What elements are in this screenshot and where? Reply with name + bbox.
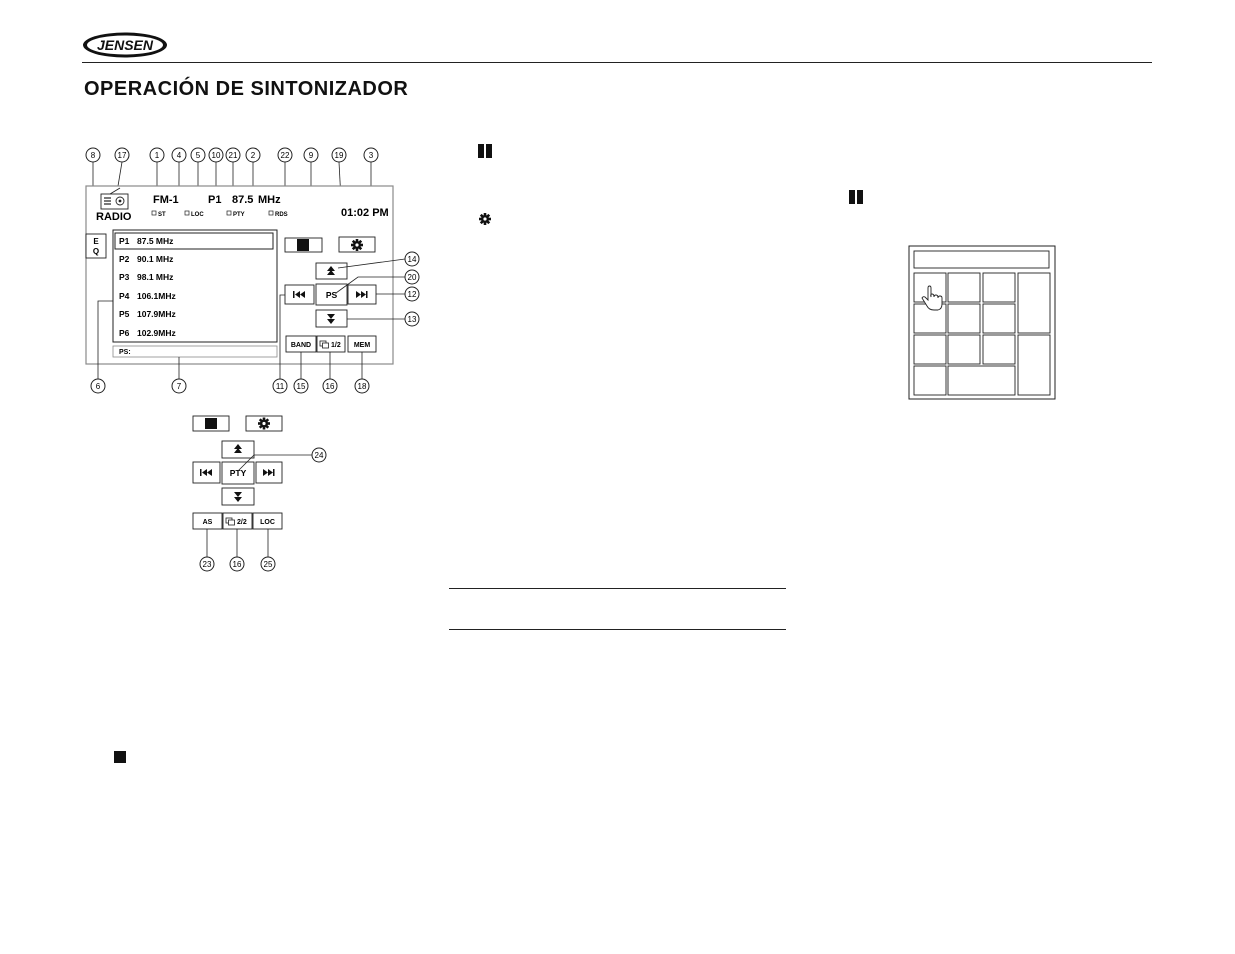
page2-stop-button[interactable] bbox=[193, 416, 229, 431]
callout-16-page2 bbox=[230, 529, 244, 571]
page2-next-track-button[interactable] bbox=[256, 462, 282, 483]
keypad-key bbox=[914, 366, 946, 395]
callout-23 bbox=[200, 529, 214, 571]
ps-button[interactable] bbox=[316, 284, 347, 305]
section-rule-top bbox=[449, 588, 786, 589]
svg-text:24: 24 bbox=[314, 451, 324, 460]
keypad-key bbox=[948, 335, 980, 364]
brand-text: JENSEN bbox=[96, 37, 154, 53]
svg-text:E: E bbox=[93, 237, 99, 246]
svg-text:AS: AS bbox=[202, 519, 213, 526]
svg-text:ST: ST bbox=[158, 212, 166, 218]
svg-text:23: 23 bbox=[202, 560, 212, 569]
preset-row-p6[interactable] bbox=[119, 328, 176, 338]
mem-button[interactable] bbox=[348, 336, 376, 352]
prev-track-button[interactable] bbox=[285, 285, 314, 304]
svg-text:15: 15 bbox=[296, 382, 306, 391]
stop-square-icon bbox=[114, 751, 126, 763]
svg-text:90.1 MHz: 90.1 MHz bbox=[137, 254, 174, 264]
svg-text:P2: P2 bbox=[119, 254, 130, 264]
pty-button[interactable] bbox=[222, 462, 254, 484]
callout-10 bbox=[209, 148, 223, 192]
svg-text:7: 7 bbox=[176, 382, 182, 391]
svg-text:P5: P5 bbox=[119, 309, 130, 319]
preset-row-p3[interactable] bbox=[119, 272, 173, 282]
svg-text:8: 8 bbox=[90, 151, 96, 160]
callout-2 bbox=[246, 148, 260, 192]
svg-text:Q: Q bbox=[92, 247, 100, 256]
keypad-key bbox=[1018, 273, 1050, 333]
settings-gear-icon bbox=[479, 213, 491, 225]
settings-gear-icon bbox=[351, 239, 363, 251]
svg-text:9: 9 bbox=[308, 151, 314, 160]
stop-square-icon bbox=[205, 418, 217, 429]
svg-text:20: 20 bbox=[407, 273, 417, 282]
loc-button[interactable] bbox=[253, 513, 282, 529]
keypad-key bbox=[914, 335, 946, 364]
svg-text:87.5 MHz: 87.5 MHz bbox=[137, 236, 174, 246]
svg-text:6: 6 bbox=[95, 382, 101, 391]
svg-text:LOC: LOC bbox=[191, 212, 204, 218]
frequency-display: 87.5 bbox=[232, 194, 254, 206]
keypad-key bbox=[948, 273, 980, 302]
svg-text:19: 19 bbox=[334, 151, 344, 160]
preset-row-p1[interactable] bbox=[119, 236, 173, 246]
settings-button[interactable] bbox=[339, 237, 375, 252]
callout-25 bbox=[261, 529, 275, 571]
keypad-key bbox=[948, 304, 980, 333]
ps-bar bbox=[113, 346, 277, 357]
next-track-button[interactable] bbox=[348, 285, 376, 304]
preset-row-p5[interactable] bbox=[119, 309, 176, 319]
svg-text:12: 12 bbox=[407, 290, 417, 299]
keypad-key bbox=[983, 273, 1015, 302]
page-title: OPERACIÓN DE SINTONIZADOR bbox=[84, 78, 409, 100]
settings-gear-icon bbox=[258, 418, 270, 430]
svg-text:PTY: PTY bbox=[233, 212, 245, 218]
page2-tune-up-button[interactable] bbox=[222, 441, 254, 458]
svg-text:P1: P1 bbox=[119, 236, 130, 246]
eq-button[interactable] bbox=[86, 234, 106, 258]
stop-square-icon bbox=[297, 239, 309, 251]
keypad-illustration bbox=[909, 246, 1055, 399]
svg-text:P6: P6 bbox=[119, 328, 130, 338]
svg-text:RDS: RDS bbox=[275, 212, 288, 218]
preset-row-p4[interactable] bbox=[119, 291, 176, 301]
pause-icon bbox=[849, 190, 863, 204]
callout-1 bbox=[150, 148, 164, 192]
svg-text:13: 13 bbox=[407, 315, 417, 324]
keypad-key bbox=[983, 304, 1015, 333]
svg-text:BAND: BAND bbox=[290, 342, 312, 349]
svg-text:98.1 MHz: 98.1 MHz bbox=[137, 272, 174, 282]
svg-text:3: 3 bbox=[368, 151, 374, 160]
svg-text:LOC: LOC bbox=[260, 519, 275, 526]
svg-text:14: 14 bbox=[407, 255, 417, 264]
svg-text:P3: P3 bbox=[119, 272, 130, 282]
svg-text:P4: P4 bbox=[119, 291, 130, 301]
stop-button[interactable] bbox=[285, 238, 322, 252]
svg-text:17: 17 bbox=[117, 151, 127, 160]
svg-text:16: 16 bbox=[232, 560, 242, 569]
pause-icon bbox=[478, 144, 492, 158]
svg-text:1/2: 1/2 bbox=[331, 342, 341, 349]
clock-display: 01:02 PM bbox=[341, 207, 389, 219]
svg-text:MEM: MEM bbox=[353, 342, 371, 349]
keypad-key bbox=[948, 366, 1015, 395]
band-button[interactable] bbox=[286, 336, 316, 352]
svg-text:25: 25 bbox=[263, 560, 273, 569]
svg-text:107.9MHz: 107.9MHz bbox=[137, 309, 176, 319]
preset-display: P1 bbox=[208, 194, 222, 206]
svg-text:PTY: PTY bbox=[229, 468, 247, 478]
tune-down-button[interactable] bbox=[316, 310, 347, 327]
ps-label: PS: bbox=[119, 349, 131, 356]
svg-text:4: 4 bbox=[176, 151, 182, 160]
svg-text:2: 2 bbox=[250, 151, 256, 160]
svg-text:2/2: 2/2 bbox=[237, 519, 247, 526]
keypad-key bbox=[983, 335, 1015, 364]
svg-text:106.1MHz: 106.1MHz bbox=[137, 291, 176, 301]
svg-text:11: 11 bbox=[275, 382, 285, 391]
section-rule-bottom bbox=[449, 629, 786, 630]
svg-text:1: 1 bbox=[154, 151, 160, 160]
jensen-logo bbox=[82, 31, 168, 59]
svg-text:PS: PS bbox=[325, 290, 338, 300]
svg-text:16: 16 bbox=[325, 382, 335, 391]
source-label: RADIO bbox=[96, 211, 132, 223]
svg-text:102.9MHz: 102.9MHz bbox=[137, 328, 176, 338]
svg-text:5: 5 bbox=[195, 151, 201, 160]
band-display: FM-1 bbox=[153, 194, 179, 206]
keypad-key bbox=[1018, 335, 1050, 395]
svg-text:18: 18 bbox=[357, 382, 367, 391]
svg-text:22: 22 bbox=[280, 151, 290, 160]
keypad-display bbox=[914, 251, 1049, 268]
page2-prev-track-button[interactable] bbox=[193, 462, 220, 483]
svg-text:10: 10 bbox=[211, 151, 221, 160]
tune-up-button[interactable] bbox=[316, 263, 347, 279]
callout-17 bbox=[115, 148, 129, 192]
page-button[interactable] bbox=[317, 336, 345, 352]
preset-list bbox=[113, 230, 277, 342]
page2-tune-down-button[interactable] bbox=[222, 488, 254, 505]
page2-settings-button[interactable] bbox=[246, 416, 282, 431]
preset-row-p2[interactable] bbox=[119, 254, 173, 264]
unit-display: MHz bbox=[258, 194, 281, 206]
as-button[interactable] bbox=[193, 513, 222, 529]
header-rule bbox=[82, 62, 1152, 63]
svg-text:21: 21 bbox=[228, 151, 238, 160]
page2-page-button[interactable] bbox=[223, 513, 252, 529]
